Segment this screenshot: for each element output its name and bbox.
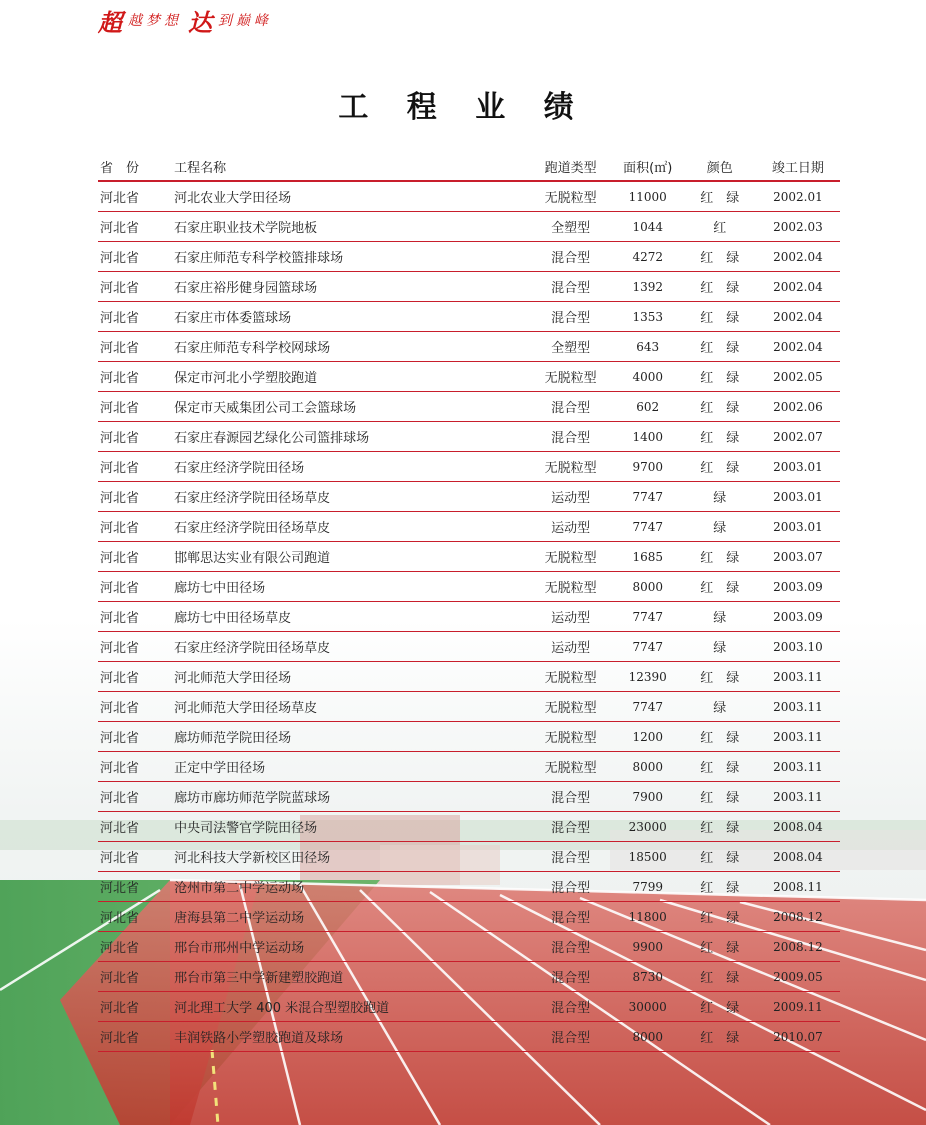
table-row bbox=[98, 572, 840, 602]
cell-area: 12390 bbox=[612, 662, 684, 692]
cell-area: 9900 bbox=[612, 932, 684, 962]
cell-completion-date: 2002.04 bbox=[756, 302, 840, 332]
cell-track-type: 混合型 bbox=[530, 782, 612, 812]
cell-area: 602 bbox=[612, 392, 684, 422]
cell-track-type: 无脱粒型 bbox=[530, 362, 612, 392]
slogan-part-b: 到巅峰 bbox=[218, 13, 272, 29]
cell-track-type: 无脱粒型 bbox=[530, 662, 612, 692]
table-row bbox=[98, 902, 840, 932]
col-header-area: 面积(㎡) bbox=[612, 152, 684, 181]
cell-color: 红 绿 bbox=[684, 272, 756, 302]
cell-area: 1044 bbox=[612, 212, 684, 242]
cell-area: 30000 bbox=[612, 992, 684, 1022]
cell-area: 11800 bbox=[612, 902, 684, 932]
cell-track-type: 混合型 bbox=[530, 992, 612, 1022]
cell-track-type: 无脱粒型 bbox=[530, 752, 612, 782]
table-row bbox=[98, 482, 840, 512]
cell-area: 11000 bbox=[612, 181, 684, 212]
cell-completion-date: 2002.06 bbox=[756, 392, 840, 422]
cell-completion-date: 2002.01 bbox=[756, 181, 840, 212]
cell-province: 河北省 bbox=[98, 902, 174, 932]
cell-color: 红 绿 bbox=[684, 302, 756, 332]
table-header-row bbox=[98, 152, 840, 181]
cell-area: 8730 bbox=[612, 962, 684, 992]
cell-color: 红 绿 bbox=[684, 572, 756, 602]
cell-completion-date: 2003.01 bbox=[756, 452, 840, 482]
cell-completion-date: 2003.10 bbox=[756, 632, 840, 662]
cell-track-type: 混合型 bbox=[530, 812, 612, 842]
cell-province: 河北省 bbox=[98, 362, 174, 392]
cell-completion-date: 2002.05 bbox=[756, 362, 840, 392]
cell-color: 红 绿 bbox=[684, 782, 756, 812]
cell-project-name: 石家庄市体委篮球场 bbox=[174, 302, 529, 332]
cell-completion-date: 2002.04 bbox=[756, 272, 840, 302]
cell-area: 7799 bbox=[612, 872, 684, 902]
cell-project-name: 石家庄师范专科学校网球场 bbox=[174, 332, 529, 362]
cell-track-type: 运动型 bbox=[530, 632, 612, 662]
cell-color: 红 绿 bbox=[684, 452, 756, 482]
cell-area: 7747 bbox=[612, 512, 684, 542]
cell-track-type: 混合型 bbox=[530, 872, 612, 902]
table-row bbox=[98, 212, 840, 242]
cell-area: 8000 bbox=[612, 1022, 684, 1052]
table-row bbox=[98, 632, 840, 662]
cell-completion-date: 2003.11 bbox=[756, 692, 840, 722]
cell-project-name: 廊坊市廊坊师范学院蓝球场 bbox=[174, 782, 529, 812]
table-row bbox=[98, 932, 840, 962]
cell-project-name: 邯郸思达实业有限公司跑道 bbox=[174, 542, 529, 572]
cell-completion-date: 2003.07 bbox=[756, 542, 840, 572]
table-row bbox=[98, 722, 840, 752]
table-row bbox=[98, 422, 840, 452]
cell-project-name: 丰润铁路小学塑胶跑道及球场 bbox=[174, 1022, 529, 1052]
cell-completion-date: 2002.07 bbox=[756, 422, 840, 452]
cell-completion-date: 2003.09 bbox=[756, 572, 840, 602]
cell-track-type: 混合型 bbox=[530, 962, 612, 992]
cell-track-type: 无脱粒型 bbox=[530, 542, 612, 572]
cell-project-name: 石家庄经济学院田径场草皮 bbox=[174, 512, 529, 542]
cell-color: 红 绿 bbox=[684, 902, 756, 932]
slogan-part-a: 越梦想 bbox=[128, 13, 182, 29]
cell-project-name: 石家庄师范专科学校篮排球场 bbox=[174, 242, 529, 272]
cell-area: 7747 bbox=[612, 482, 684, 512]
cell-project-name: 河北师范大学田径场 bbox=[174, 662, 529, 692]
cell-province: 河北省 bbox=[98, 482, 174, 512]
cell-province: 河北省 bbox=[98, 302, 174, 332]
cell-project-name: 保定市天威集团公司工会篮球场 bbox=[174, 392, 529, 422]
cell-color: 绿 bbox=[684, 482, 756, 512]
cell-area: 4272 bbox=[612, 242, 684, 272]
cell-province: 河北省 bbox=[98, 932, 174, 962]
cell-color: 红 bbox=[684, 212, 756, 242]
page-title: 工 程 业 绩 bbox=[338, 90, 588, 125]
cell-color: 红 绿 bbox=[684, 722, 756, 752]
logo-char-da: 达 bbox=[188, 7, 212, 37]
table-row bbox=[98, 392, 840, 422]
cell-track-type: 混合型 bbox=[530, 272, 612, 302]
cell-completion-date: 2008.11 bbox=[756, 872, 840, 902]
cell-project-name: 河北农业大学田径场 bbox=[174, 181, 529, 212]
cell-province: 河北省 bbox=[98, 212, 174, 242]
cell-color: 红 绿 bbox=[684, 872, 756, 902]
cell-project-name: 石家庄职业技术学院地板 bbox=[174, 212, 529, 242]
table-row bbox=[98, 452, 840, 482]
table-row bbox=[98, 362, 840, 392]
cell-province: 河北省 bbox=[98, 422, 174, 452]
cell-project-name: 河北师范大学田径场草皮 bbox=[174, 692, 529, 722]
cell-color: 红 绿 bbox=[684, 842, 756, 872]
cell-area: 4000 bbox=[612, 362, 684, 392]
cell-province: 河北省 bbox=[98, 722, 174, 752]
logo-char-chao: 超 bbox=[98, 7, 122, 37]
cell-completion-date: 2002.03 bbox=[756, 212, 840, 242]
cell-completion-date: 2008.04 bbox=[756, 812, 840, 842]
cell-project-name: 邢台市第三中学新建塑胶跑道 bbox=[174, 962, 529, 992]
table-row bbox=[98, 602, 840, 632]
table-row bbox=[98, 962, 840, 992]
cell-area: 1353 bbox=[612, 302, 684, 332]
cell-color: 红 绿 bbox=[684, 242, 756, 272]
cell-project-name: 石家庄经济学院田径场草皮 bbox=[174, 482, 529, 512]
table-row bbox=[98, 332, 840, 362]
cell-project-name: 邢台市邢州中学运动场 bbox=[174, 932, 529, 962]
cell-color: 红 绿 bbox=[684, 992, 756, 1022]
cell-track-type: 无脱粒型 bbox=[530, 572, 612, 602]
table-row bbox=[98, 272, 840, 302]
table-row bbox=[98, 692, 840, 722]
cell-track-type: 无脱粒型 bbox=[530, 181, 612, 212]
cell-province: 河北省 bbox=[98, 632, 174, 662]
brand-logo bbox=[98, 6, 272, 37]
cell-province: 河北省 bbox=[98, 242, 174, 272]
cell-color: 红 绿 bbox=[684, 181, 756, 212]
cell-color: 绿 bbox=[684, 632, 756, 662]
cell-completion-date: 2008.12 bbox=[756, 932, 840, 962]
cell-completion-date: 2003.11 bbox=[756, 662, 840, 692]
cell-track-type: 无脱粒型 bbox=[530, 452, 612, 482]
cell-province: 河北省 bbox=[98, 662, 174, 692]
cell-completion-date: 2008.04 bbox=[756, 842, 840, 872]
cell-area: 7747 bbox=[612, 692, 684, 722]
cell-color: 红 绿 bbox=[684, 662, 756, 692]
cell-area: 9700 bbox=[612, 452, 684, 482]
table-row bbox=[98, 1022, 840, 1052]
cell-track-type: 混合型 bbox=[530, 932, 612, 962]
cell-project-name: 河北理工大学 400 米混合型塑胶跑道 bbox=[174, 992, 529, 1022]
cell-completion-date: 2003.11 bbox=[756, 782, 840, 812]
cell-province: 河北省 bbox=[98, 692, 174, 722]
col-header-completion-date: 竣工日期 bbox=[756, 152, 840, 181]
cell-project-name: 中央司法警官学院田径场 bbox=[174, 812, 529, 842]
cell-track-type: 混合型 bbox=[530, 842, 612, 872]
cell-project-name: 唐海县第二中学运动场 bbox=[174, 902, 529, 932]
cell-completion-date: 2003.11 bbox=[756, 752, 840, 782]
cell-color: 红 绿 bbox=[684, 362, 756, 392]
cell-province: 河北省 bbox=[98, 452, 174, 482]
cell-province: 河北省 bbox=[98, 812, 174, 842]
cell-track-type: 全塑型 bbox=[530, 332, 612, 362]
cell-completion-date: 2002.04 bbox=[756, 332, 840, 362]
cell-project-name: 河北科技大学新校区田径场 bbox=[174, 842, 529, 872]
cell-area: 7747 bbox=[612, 632, 684, 662]
cell-area: 7900 bbox=[612, 782, 684, 812]
cell-project-name: 保定市河北小学塑胶跑道 bbox=[174, 362, 529, 392]
cell-track-type: 运动型 bbox=[530, 512, 612, 542]
cell-track-type: 混合型 bbox=[530, 422, 612, 452]
cell-province: 河北省 bbox=[98, 332, 174, 362]
cell-province: 河北省 bbox=[98, 181, 174, 212]
cell-area: 1400 bbox=[612, 422, 684, 452]
table-row bbox=[98, 782, 840, 812]
cell-area: 23000 bbox=[612, 812, 684, 842]
cell-area: 1200 bbox=[612, 722, 684, 752]
cell-province: 河北省 bbox=[98, 842, 174, 872]
cell-track-type: 混合型 bbox=[530, 1022, 612, 1052]
table-row bbox=[98, 512, 840, 542]
cell-project-name: 廊坊七中田径场 bbox=[174, 572, 529, 602]
col-header-province: 省 份 bbox=[98, 152, 174, 181]
cell-completion-date: 2009.11 bbox=[756, 992, 840, 1022]
cell-project-name: 石家庄春源园艺绿化公司篮排球场 bbox=[174, 422, 529, 452]
cell-project-name: 廊坊师范学院田径场 bbox=[174, 722, 529, 752]
cell-area: 1685 bbox=[612, 542, 684, 572]
cell-completion-date: 2009.05 bbox=[756, 962, 840, 992]
cell-province: 河北省 bbox=[98, 572, 174, 602]
cell-track-type: 混合型 bbox=[530, 392, 612, 422]
cell-province: 河北省 bbox=[98, 962, 174, 992]
table-row bbox=[98, 242, 840, 272]
table-row bbox=[98, 842, 840, 872]
cell-project-name: 石家庄裕彤健身园篮球场 bbox=[174, 272, 529, 302]
cell-completion-date: 2008.12 bbox=[756, 902, 840, 932]
table-row bbox=[98, 992, 840, 1022]
cell-color: 红 绿 bbox=[684, 812, 756, 842]
cell-color: 红 绿 bbox=[684, 962, 756, 992]
cell-province: 河北省 bbox=[98, 542, 174, 572]
cell-area: 643 bbox=[612, 332, 684, 362]
cell-province: 河北省 bbox=[98, 782, 174, 812]
cell-track-type: 混合型 bbox=[530, 302, 612, 332]
cell-area: 7747 bbox=[612, 602, 684, 632]
table-row bbox=[98, 181, 840, 212]
cell-completion-date: 2003.11 bbox=[756, 722, 840, 752]
cell-color: 绿 bbox=[684, 692, 756, 722]
cell-color: 红 绿 bbox=[684, 1022, 756, 1052]
col-header-track-type: 跑道类型 bbox=[530, 152, 612, 181]
cell-track-type: 运动型 bbox=[530, 482, 612, 512]
cell-province: 河北省 bbox=[98, 872, 174, 902]
cell-color: 红 绿 bbox=[684, 752, 756, 782]
cell-province: 河北省 bbox=[98, 272, 174, 302]
cell-province: 河北省 bbox=[98, 392, 174, 422]
cell-project-name: 石家庄经济学院田径场草皮 bbox=[174, 632, 529, 662]
cell-color: 红 绿 bbox=[684, 392, 756, 422]
cell-track-type: 无脱粒型 bbox=[530, 722, 612, 752]
table-row bbox=[98, 302, 840, 332]
cell-province: 河北省 bbox=[98, 512, 174, 542]
cell-color: 绿 bbox=[684, 512, 756, 542]
cell-project-name: 正定中学田径场 bbox=[174, 752, 529, 782]
cell-completion-date: 2003.01 bbox=[756, 512, 840, 542]
cell-color: 红 绿 bbox=[684, 332, 756, 362]
cell-project-name: 沧州市第二中学运动场 bbox=[174, 872, 529, 902]
cell-color: 绿 bbox=[684, 602, 756, 632]
col-header-color: 颜色 bbox=[684, 152, 756, 181]
cell-project-name: 廊坊七中田径场草皮 bbox=[174, 602, 529, 632]
project-table bbox=[98, 152, 840, 1052]
cell-track-type: 运动型 bbox=[530, 602, 612, 632]
cell-completion-date: 2003.01 bbox=[756, 482, 840, 512]
table-row bbox=[98, 752, 840, 782]
cell-color: 红 绿 bbox=[684, 422, 756, 452]
cell-track-type: 无脱粒型 bbox=[530, 692, 612, 722]
cell-completion-date: 2003.09 bbox=[756, 602, 840, 632]
cell-province: 河北省 bbox=[98, 992, 174, 1022]
cell-track-type: 混合型 bbox=[530, 902, 612, 932]
cell-area: 8000 bbox=[612, 572, 684, 602]
cell-area: 1392 bbox=[612, 272, 684, 302]
cell-area: 18500 bbox=[612, 842, 684, 872]
cell-province: 河北省 bbox=[98, 1022, 174, 1052]
cell-color: 红 绿 bbox=[684, 932, 756, 962]
cell-color: 红 绿 bbox=[684, 542, 756, 572]
cell-province: 河北省 bbox=[98, 752, 174, 782]
cell-area: 8000 bbox=[612, 752, 684, 782]
cell-project-name: 石家庄经济学院田径场 bbox=[174, 452, 529, 482]
cell-province: 河北省 bbox=[98, 602, 174, 632]
table-row bbox=[98, 872, 840, 902]
cell-completion-date: 2010.07 bbox=[756, 1022, 840, 1052]
cell-completion-date: 2002.04 bbox=[756, 242, 840, 272]
table-row bbox=[98, 542, 840, 572]
cell-track-type: 混合型 bbox=[530, 242, 612, 272]
cell-track-type: 全塑型 bbox=[530, 212, 612, 242]
table-row bbox=[98, 662, 840, 692]
table-row bbox=[98, 812, 840, 842]
col-header-project-name: 工程名称 bbox=[174, 152, 529, 181]
